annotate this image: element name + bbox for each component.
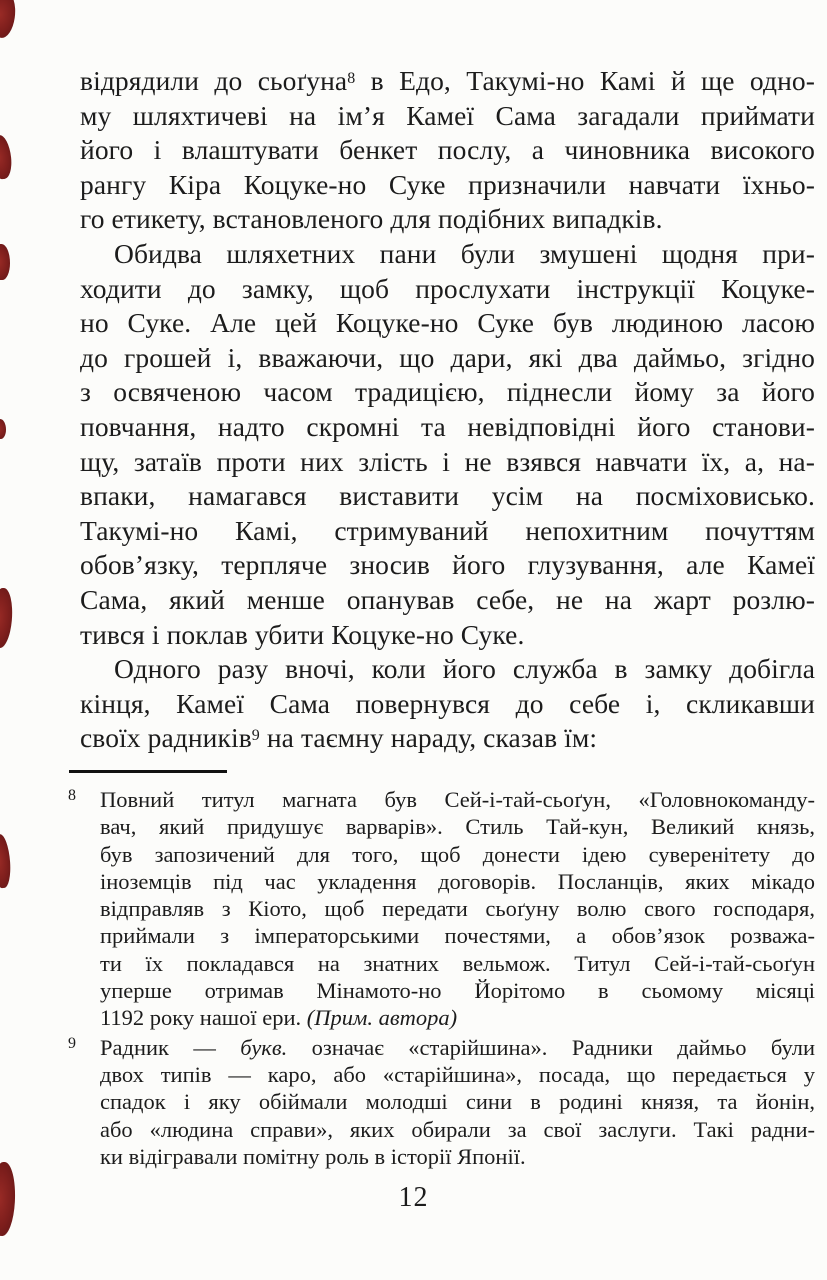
text-line: Сама, який менше опанував себе, не на жарт розлю- [80, 583, 815, 615]
text-line: тився і поклав убити Коцуке-но Суке. [80, 618, 525, 650]
footnote-item [68, 786, 815, 1032]
footnote-line: 1192 року нашої ери. (Прим. автора) [100, 1005, 458, 1031]
footnote-line: уперше отримав Мінамото-но Йорітомо в сьомому місяці [100, 978, 815, 1004]
text-line: до грошей і, вважаючи, що дари, які два даймьо, згідно [80, 341, 815, 373]
text-line: но Суке. Але цей Коцуке-но Суке був людиною ласою [80, 307, 815, 339]
footnote-line: спадок і яку обіймали молодші сини в родині князя, та йонін, [100, 1089, 815, 1115]
text-line: ходити до замку, щоб прослухати інструкції Коцуке- [80, 272, 815, 304]
text-line: з освяченою часом традицією, піднесли йому за його [80, 376, 815, 408]
text-line: кінця, Камеї Сама повернувся до себе і, скликавши [80, 687, 815, 719]
footnote-line: ти їх покладався на знатних вельмож. Титул Сей-і-тай-сьоґун [100, 950, 815, 976]
text-line: рангу Кіра Коцуке-но Суке призначили навчати їхньо- [80, 168, 815, 200]
text-line: його і влаштувати бенкет послу, а чиновника високого [80, 134, 815, 166]
footnote-line: або «людина справи», яких обирали за свої заслуги. Такі радни- [100, 1116, 815, 1142]
red-edge-stain [0, 134, 13, 180]
text-line: щу, затаїв проти них злість і не взявся навчати їх, а, на- [80, 445, 815, 477]
footnote-line: Радник — букв. означає «старійшина». Радники даймьо були [100, 1034, 816, 1060]
red-edge-stain [0, 587, 15, 649]
red-edge-stain [0, 834, 12, 889]
text-line: Одного разу вночі, коли його служба в замку добігла [114, 653, 815, 685]
footnote-item [68, 1034, 815, 1170]
paragraph [80, 237, 815, 652]
paragraph [80, 652, 815, 756]
footnote-line: був запозичений для того, щоб донести ідею суверенітету до [100, 841, 815, 867]
footnote-reference: 8 [347, 70, 356, 87]
footnote-line: двох типів — каро, або «старійшина», посада, що передається у [100, 1061, 815, 1087]
text-line: го етикету, встановленого для подібних випадків. [80, 203, 663, 235]
red-edge-stain [0, 0, 18, 39]
footnote-line: відправляв з Кіото, щоб передати сьоґуну волю свого господаря, [100, 896, 815, 922]
footnote-marker: 8 [68, 787, 76, 804]
text-line: обов’язку, терпляче зносив його глузування, але Камеї [80, 549, 815, 581]
text-line: впаки, намагався виставити усім на посміховисько. [80, 480, 815, 512]
footnote-line: іноземців під час укладення договорів. Посланців, яких мікадо [100, 868, 815, 894]
body-text [80, 64, 815, 756]
footnote-marker: 9 [68, 1034, 76, 1052]
text-line: відрядили до сьоґуна$^8$ в Едо, Такумі-но Камі й ще одно- [80, 65, 815, 96]
footnote-reference: 9 [251, 727, 260, 745]
text-line: му шляхтичеві на ім’я Камеї Сама загадали приймати [80, 99, 815, 131]
footnote-line: вач, який придушує варварів». Стиль Тай-кун, Великий князь, [100, 814, 815, 840]
text-line: повчання, надто скромні та невідповідні його станови- [80, 410, 815, 442]
text-line: своїх радників$^9$ на таємну нараду, сказав їм: [80, 722, 598, 754]
red-edge-stain [0, 419, 6, 439]
page-number: 12 [398, 1182, 429, 1213]
footnotes [68, 786, 815, 1172]
red-edge-stain [0, 244, 10, 280]
text-line: Такумі-но Камі, стримуваний непохитним почуттям [80, 514, 815, 546]
footnote-separator [69, 770, 227, 773]
text-line: Обидва шляхетних пани були змушені щодня при- [114, 237, 815, 269]
paragraph [80, 64, 815, 237]
footnote-line: приймали з імператорськими почестями, а обов’язок розважа- [100, 923, 815, 949]
footnote-line: ки відігравали помітну роль в історії Японії. [100, 1143, 526, 1169]
footnote-line: Повний титул магната був Сей-і-тай-сьоґун, «Головнокоманду- [100, 787, 815, 812]
